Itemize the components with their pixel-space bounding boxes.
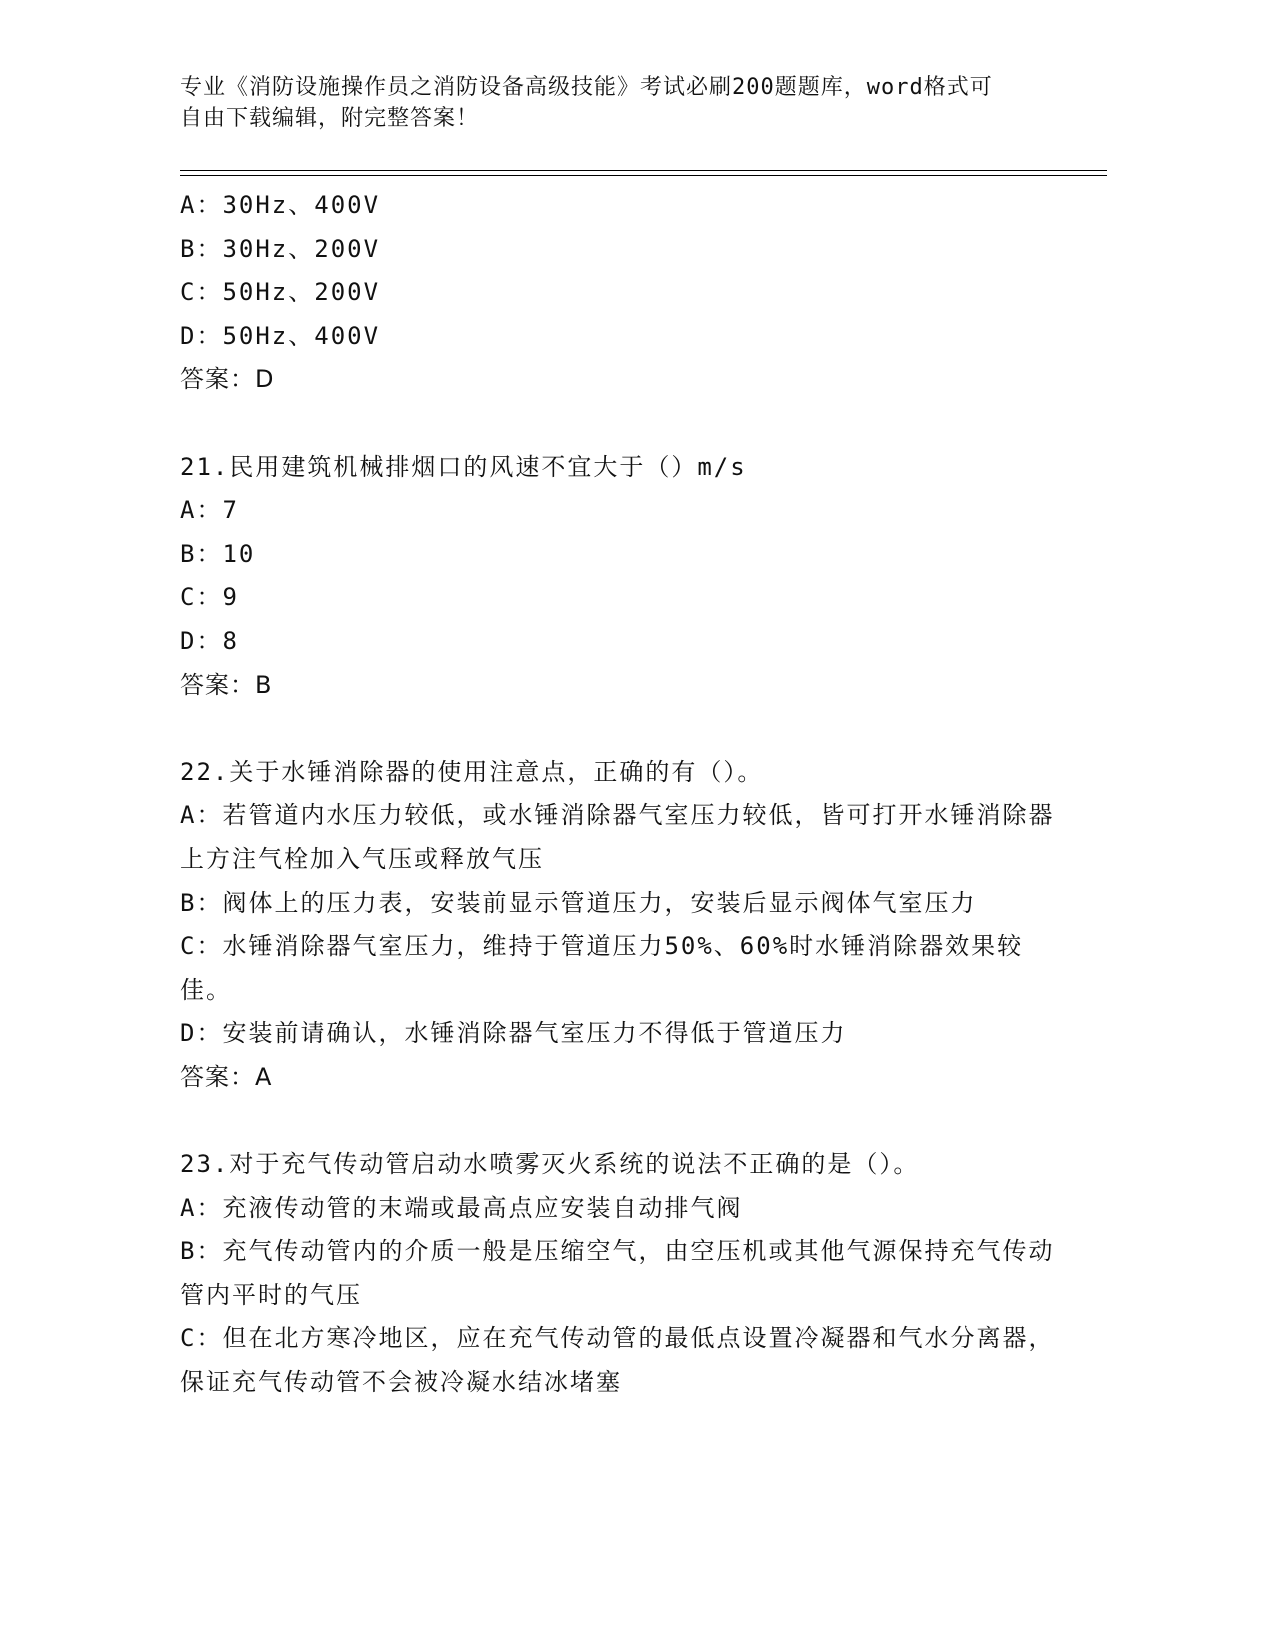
header-title-line-1: 专业《消防设施操作员之消防设备高级技能》考试必刷200题题库，word格式可	[180, 75, 993, 100]
option-a: A：若管道内水压力较低，或水锤消除器气室压力较低，皆可打开水锤消除器上方注气栓加入气压或释放气压	[180, 801, 1055, 873]
question-block	[180, 184, 1060, 402]
question-block	[180, 751, 1060, 1100]
option-b: B：30Hz、200V	[180, 234, 381, 263]
spacer	[180, 707, 1060, 751]
question-block	[180, 446, 1060, 708]
option-c: C：50Hz、200V	[180, 278, 381, 307]
option-d: D：安装前请确认，水锤消除器气室压力不得低于管道压力	[180, 1019, 847, 1048]
answer-line: 答案：D	[180, 365, 275, 394]
option-a: A：充液传动管的末端或最高点应安装自动排气阀	[180, 1193, 743, 1222]
header-divider-bottom	[180, 175, 1107, 176]
option-a: A：30Hz、400V	[180, 191, 381, 219]
header-title-line-2: 自由下载编辑，附完整答案！	[180, 106, 480, 131]
answer-line: 答案：A	[180, 1062, 273, 1091]
option-c: C：但在北方寒冷地区，应在充气传动管的最低点设置冷凝器和气水分离器，保证充气传动管不会被冷凝水结冰堵塞	[180, 1324, 1055, 1397]
question-block	[180, 1143, 1060, 1405]
question-stem: 21.民用建筑机械排烟口的风速不宜大于（）m/s	[180, 452, 747, 481]
question-stem: 23.对于充气传动管启动水喷雾灭火系统的说法不正确的是（）。	[180, 1150, 920, 1179]
header-divider-top	[180, 170, 1107, 171]
option-c: C：水锤消除器气室压力，维持于管道压力50%、60%时水锤消除器效果较佳。	[180, 932, 1024, 1004]
option-d: D：50Hz、400V	[180, 321, 381, 350]
option-b: B：充气传动管内的介质一般是压缩空气，由空压机或其他气源保持充气传动管内平时的气压	[180, 1237, 1055, 1309]
option-c: C：9	[180, 583, 239, 612]
document-header	[180, 72, 1060, 134]
option-a: A：7	[180, 496, 239, 525]
question-stem: 22.关于水锤消除器的使用注意点，正确的有（）。	[180, 757, 764, 786]
option-b: B：阀体上的压力表，安装前显示管道压力，安装后显示阀体气室压力	[180, 888, 977, 917]
question-list	[180, 184, 1060, 1405]
option-d: D：8	[180, 626, 239, 655]
spacer	[180, 1099, 1060, 1143]
answer-line: 答案：B	[180, 670, 273, 699]
spacer	[180, 402, 1060, 446]
option-b: B：10	[180, 539, 256, 568]
